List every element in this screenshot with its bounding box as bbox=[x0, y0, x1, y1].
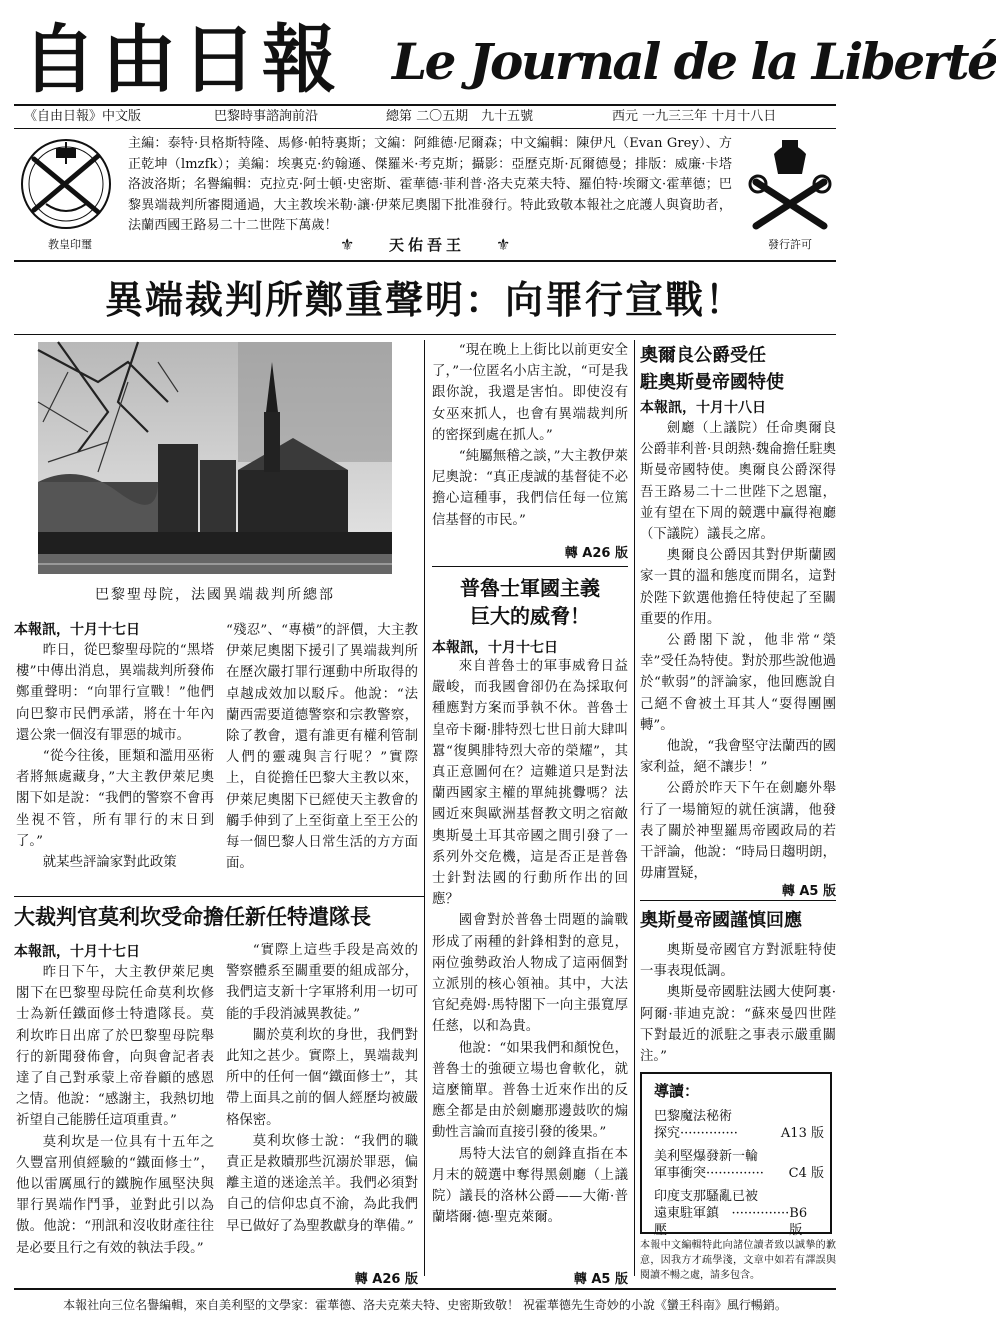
guide-box bbox=[640, 1072, 832, 1238]
article3-dateline: 本報訊，十月十七日 bbox=[432, 640, 558, 656]
article5-paragraph: 奧斯曼帝國駐法國大使阿裏·阿爾·菲迪克說：“蘇來曼四世陛下對最近的派駐之事表示嚴重關注。” bbox=[640, 985, 836, 1065]
guide-item[interactable]: 巴黎魔法秘術 探究 ·············· A13 版 bbox=[654, 1109, 824, 1141]
article2-paragraph: 昨日下午，大主教伊萊尼奧閣下在巴黎聖母院任命莫利坎修士為新任鐵面修士特遣隊長。莫利坎昨日出席了於巴黎聖母院舉行的新聞發佈會，向與會記者表達了自己對承蒙上帝眷顧的感恩之情。他說：“感謝主，我熱切地祈望自己能勝任這項重責。” bbox=[16, 965, 214, 1129]
masthead-chinese-title: 自由日報 bbox=[22, 17, 342, 103]
edition-label: 《自由日報》中文版 bbox=[24, 109, 142, 124]
article1-paragraph: 昨日，從巴黎聖母院的“黑塔樓”中傳出消息，異端裁判所發佈鄭重聲明：“向罪行宣戰！”他們向巴黎市民們承諾，將在十年內還公衆一個沒有罪惡的城市。 bbox=[16, 643, 214, 743]
guide-item-page: C4 版 bbox=[788, 1166, 824, 1181]
main-headline: 異端裁判所鄭重聲明：向罪行宣戰！ bbox=[104, 278, 745, 322]
article1-paragraph: “現在晚上上街比以前更安全了，”一位匿名小店主說，“可是我跟你說，我還是害怕。即使沒有女巫來抓人，也會有異端裁判所的密探到處在抓人。” bbox=[432, 343, 628, 443]
article3-paragraph: 國會對於普魯士問題的論戰形成了兩種的針鋒相對的意見，兩位強勢政治人物成了這兩個對立派別的核心領袖。其中，大法官紀堯姆·馬特閣下一向主張寬厚任慈，以和為貴。 bbox=[432, 913, 628, 1035]
article4-paragraph: 奧爾良公爵因其對伊斯蘭國家一貫的溫和態度而開名，這對於陛下欽選他擔任特使起了至關重要的作用。 bbox=[640, 548, 836, 627]
article4-dateline: 本報訊，十月十八日 bbox=[640, 400, 766, 416]
article1-col3 bbox=[432, 340, 628, 531]
article3-top-rule bbox=[432, 566, 628, 567]
seal-left-caption: 教皇印璽 bbox=[48, 238, 92, 251]
article5-headline: 奧斯曼帝國謹慎回應 bbox=[640, 910, 802, 931]
guide-item-subtitle: 探究 bbox=[654, 1126, 681, 1141]
article1-col1 bbox=[16, 640, 214, 873]
article1-paragraph: 就某些評論家對此政策 bbox=[42, 855, 177, 871]
guide-item-title: 美利堅爆發新一輪 bbox=[654, 1149, 759, 1164]
article3-paragraph: 馬特大法官的劍鋒直指在本月末的競選中奪得黑劍廳（上議院）議長的洛林公爵——大衛·普蘭塔爾·德·聖克萊爾。 bbox=[432, 1146, 628, 1226]
motto-fleur-right-icon: ⚜ bbox=[496, 235, 511, 254]
article5-paragraph: 奧斯曼帝國官方對派駐特使一事表現低調。 bbox=[640, 943, 836, 980]
article3-paragraph: 他說：“如果我們和顏悅色，普魯士的強硬立場也會軟化，就這麼簡單。普魯士近來作出的反應全都是由於劍廳那邊鼓吹的煽動性言論而直接引發的後果。” bbox=[432, 1040, 628, 1141]
article2-jump: 轉 A26 版 bbox=[354, 1272, 418, 1287]
article1-bottom-rule bbox=[14, 896, 424, 897]
credits-text: 主編：泰特·貝格斯特隆、馬修·帕特裏斯；文編：阿維德·尼爾森；中文編輯：陳伊凡（Evan Grey）、方正乾坤（lmzfk）；美編：埃裏克·約翰遜、傑羅米·考克斯；攝影：亞歷克斯·瓦爾德曼；排版：威廉·卡塔洛波洛斯；名譽編輯：克拉克·阿士頓·史密斯、霍華德·菲利普·洛夫克萊夫特、羅伯特·埃爾文·霍華德；巴黎異端裁判所審閱通過，大主教埃米勒·讓·伊萊尼奧閣下批准發行。特此致敬本報社之庇護人與資助者，法蘭西國王路易二十二世陛下萬歲！ bbox=[128, 136, 732, 234]
article4-paragraph: 他說，“我會堅守法蘭西的國家利益，絕不讓步！” bbox=[640, 739, 836, 776]
translator-notice: 本報中文編輯特此向諸位讀者致以誠摯的歉意，因我方才疏學淺，文章中如若有譯誤與閱讀不暢之處，請多包含。 bbox=[640, 1240, 836, 1281]
photo-caption: 巴黎聖母院，法國異端裁判所總部 bbox=[95, 587, 335, 603]
article4-headline-line1: 奧爾良公爵受任 bbox=[640, 345, 766, 366]
article3-body bbox=[432, 656, 628, 1228]
motto-fleur-left-icon: ⚜ bbox=[340, 235, 355, 254]
article5-body bbox=[640, 940, 836, 1067]
info-bar bbox=[24, 106, 830, 128]
papal-seal-icon bbox=[16, 134, 116, 234]
papal-keys-icon bbox=[744, 134, 836, 234]
guide-title: 導讀： bbox=[654, 1082, 700, 1100]
guide-item-title: 印度支那騷亂已被 bbox=[654, 1189, 759, 1204]
article4-paragraph: 劍廳（上議院）任命奧爾良公爵菲利普·貝朗熱·魏侖擔任駐奧斯曼帝國特使。奧爾良公爵深得吾王路易二十二世陛下之恩寵，並有望在下周的競選中贏得袍廳（下議院）議長之席。 bbox=[640, 421, 836, 543]
seal-right-caption: 發行許可 bbox=[768, 238, 812, 251]
slogan: 巴黎時事諮詢前沿 bbox=[214, 109, 319, 124]
article3-headline-line1: 普魯士軍國主義 bbox=[460, 576, 600, 600]
article2-col2 bbox=[226, 940, 418, 1237]
article2-paragraph: 莫利坎修士說：“我們的職責正是救贖那些沉溺於罪惡，偏離主道的迷途羔羊。我們必須對自己的信仰忠貞不渝，為此我們早已做好了為聖教獻身的準備。” bbox=[226, 1133, 418, 1234]
article4-body bbox=[640, 418, 836, 884]
article3-headline-line2: 巨大的威脅！ bbox=[470, 604, 590, 628]
article2-paragraph: 關於莫利坎的身世，我們對此知之甚少。實際上，異端裁判所中的任何一個“鐵面修士”，其帶上面具之前的個人經歷均被嚴格保密。 bbox=[226, 1027, 418, 1128]
column-rule-middle bbox=[424, 340, 425, 1276]
article3-jump: 轉 A5 版 bbox=[573, 1272, 628, 1287]
article4-paragraph: 公爵閣下說，他非常“榮幸”受任為特使。對於那些說他過於“軟弱”的評論家，他回應說自己絕不會被土耳其人“耍得團團轉”。 bbox=[640, 633, 836, 733]
guide-item-title: 巴黎魔法秘術 bbox=[654, 1109, 733, 1124]
article4-bottom-rule bbox=[640, 900, 836, 901]
guide-item-page: A13 版 bbox=[780, 1126, 824, 1141]
guide-item[interactable]: 美利堅爆發新一輪 軍事衝突 ·············· C4 版 bbox=[654, 1149, 824, 1181]
headline-rule bbox=[14, 334, 836, 335]
column-rule-right bbox=[634, 340, 635, 1276]
article2-headline: 大裁判官莫利坎受命擔任新任特遣隊長 bbox=[14, 905, 371, 929]
article1-col2 bbox=[226, 620, 418, 874]
guide-item-subtitle: 遠東駐軍鎮壓 bbox=[654, 1206, 720, 1238]
article1-jump: 轉 A26 版 bbox=[564, 546, 628, 561]
article2-col1 bbox=[16, 962, 214, 1259]
article4-jump: 轉 A5 版 bbox=[781, 884, 836, 899]
article3-headline bbox=[432, 574, 628, 630]
issue-date: 西元 一九三三年 十月十八日 bbox=[612, 109, 777, 124]
article4-headline bbox=[640, 342, 836, 396]
article1-paragraph: “殘忍”、“專橫”的評價，大主教伊萊尼奧閣下援引了異端裁判所在歷次嚴打罪行運動中所取得的卓越成效加以駁斥。他說：“法蘭西需要道德警察和宗教警察，除了教會，還有誰更有權利管制人們的靈魂與言行呢？”實際上，自從擔任巴黎大主教以來，伊萊尼奧閣下已經使天主教會的觸手伸到了上至街童上至王公的每一個巴黎人日常生活的方方面面。 bbox=[226, 623, 418, 872]
article3-paragraph: 來自普魯士的軍事威脅日益嚴峻，而我國會卻仍在為採取何種應對方案而爭執不休。普魯士皇帝卡爾·腓特烈七世日前大肆叫囂“復興腓特烈大帝的榮耀”，其真正意圖何在？這難道只是對法蘭西國家主權的單純挑釁嗎？法國近來與歐洲基督教文明之宿敵奧斯曼土耳其帝國之間引發了一系列外交危機，這是否正是普魯士針對法國的行動所作出的回應？ bbox=[432, 659, 628, 908]
article1-paragraph: “純屬無稽之談，”大主教伊萊尼奧說：“真正虔誠的基督徒不必擔心這種事，我們信任每一位篤信基督的市民。” bbox=[432, 449, 628, 528]
header-rule bbox=[14, 260, 836, 262]
article4-headline-line2: 駐奧斯曼帝國特使 bbox=[640, 372, 784, 393]
article2-dateline: 本報訊，十月十七日 bbox=[14, 944, 140, 960]
masthead-rule-bottom bbox=[14, 128, 836, 129]
notre-dame-photo bbox=[38, 342, 392, 574]
article1-dateline: 本報訊，十月十七日 bbox=[14, 622, 140, 638]
article2-paragraph: “實際上這些手段是高效的警察體系至關重要的組成部分，我們這支新十字軍將利用一切可能的手段消滅異教徒。” bbox=[226, 943, 418, 1022]
guide-item-subtitle: 軍事衝突 bbox=[654, 1166, 707, 1181]
footer-text: 本報社向三位名譽編輯，來自美利堅的文學家：霍華德、洛夫克萊夫特、史密斯致敬！ 祝霍華德先生奇妙的小說《蠻王科南》風行暢銷。 bbox=[63, 1298, 787, 1312]
guide-item-page: B6 版 bbox=[789, 1206, 808, 1238]
article4-paragraph: 公爵於昨天下午在劍廳外舉行了一場簡短的就任演講，他發表了關於神聖羅馬帝國政局的若干評論，他說：“時局日趨明朗，毋庸置疑， bbox=[640, 781, 836, 882]
guide-item[interactable]: 印度支那騷亂已被 遠東駐軍鎮壓 ·············· B6 版 bbox=[654, 1188, 824, 1239]
masthead-french-title: Le Journal de la Liberté bbox=[392, 32, 996, 91]
issue-number: 總第 二〇五期 九十五號 bbox=[386, 109, 534, 124]
article2-paragraph: 莫利坎是一位具有十五年之久豐富刑偵經驗的“鐵面修士”，他以雷厲風行的鐵腕作風堅決與罪行異端作鬥爭，並對此引以為傲。他說：“刑訊和沒收財產往往是必要且行之有效的執法手段。” bbox=[16, 1134, 214, 1256]
motto: 天佑吾王 bbox=[388, 236, 465, 254]
footer-rule bbox=[14, 1288, 836, 1290]
article1-paragraph: “從今往後，匪類和濫用巫術者將無處藏身，”大主教伊萊尼奧閣下如是說：“我們的警察不會再坐視不管，所有罪行的末日到了。” bbox=[16, 749, 214, 849]
